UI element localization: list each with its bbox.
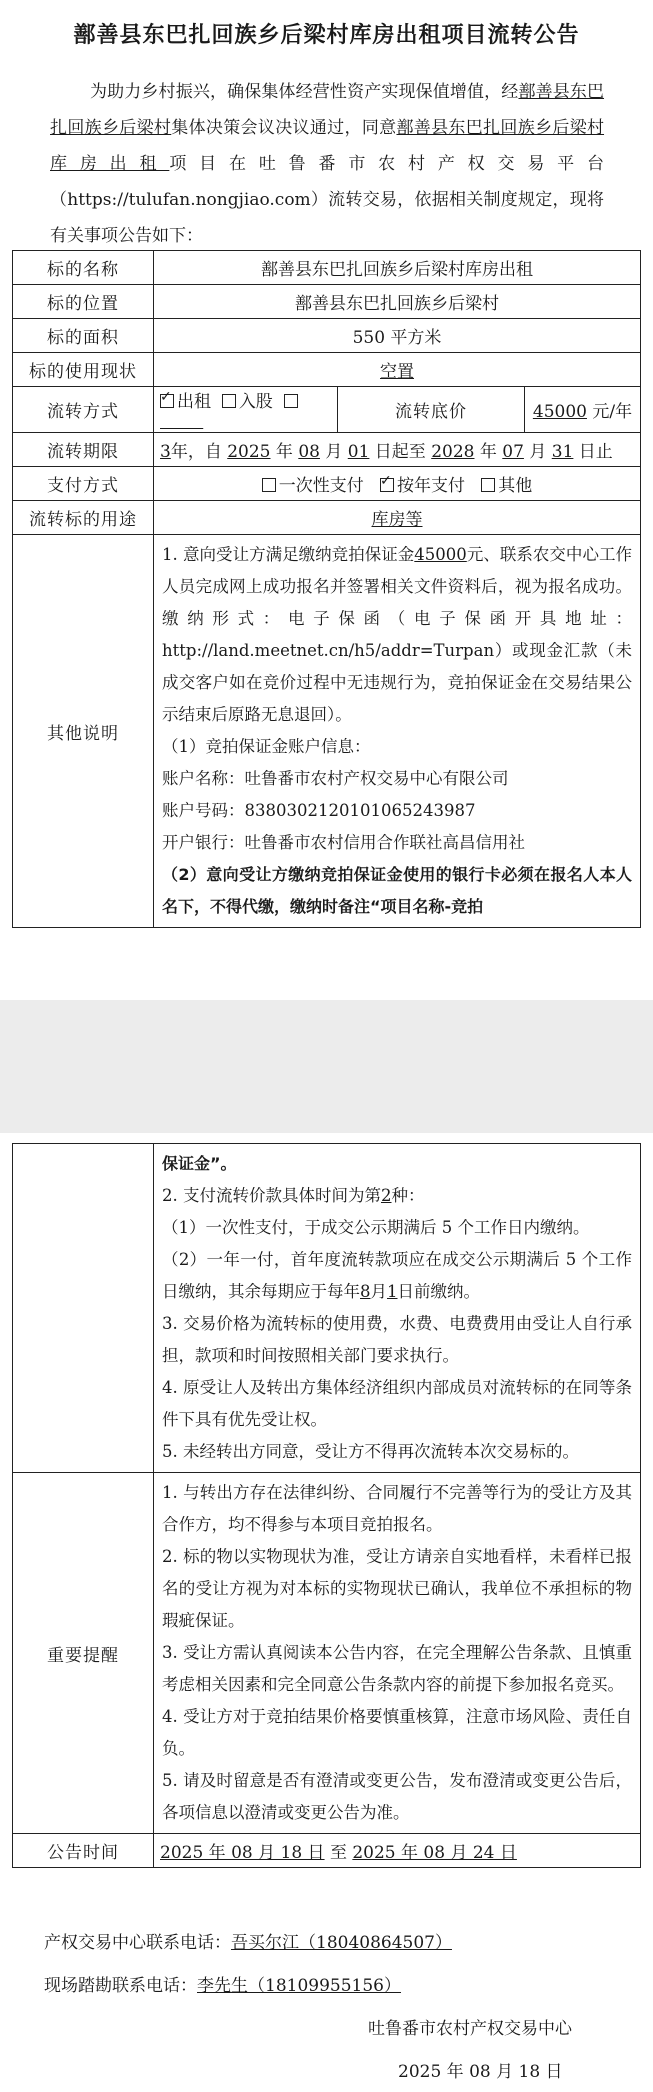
announcement-table-continued (12, 1143, 641, 1868)
row-location (13, 285, 641, 319)
pay-time-title (162, 1180, 632, 1212)
row-other-continued (13, 1144, 641, 1473)
time-to: 至 (329, 1843, 347, 1863)
pay-time-text-b: 种： (391, 1186, 425, 1205)
reserve-label: 流转底价 (338, 387, 525, 433)
account-name: 账户名称：吐鲁番市农村产权交易中心有限公司 (162, 769, 509, 788)
method-opt-rent: 出租 (177, 392, 211, 412)
deposit-warning-cont: 保证金”。 (162, 1154, 237, 1173)
reminder-3: 3. 受让方需认真阅读本公告内容，在完全理解公告条款、且慎重考虑相关因素和完全同意公告条款内容的前提下参加报名竞买。 (162, 1643, 632, 1694)
pay-option-2-text: （2）一年一付，首年度流转款项应在成交公示期满后 5 个工作日缴纳，其余每期应于每年 (162, 1250, 632, 1301)
use-value: 库房等 (154, 501, 641, 535)
period-label: 流转期限 (13, 433, 154, 467)
deposit-amount: 45000 (414, 545, 467, 564)
page-gap (0, 1000, 653, 1133)
other-notes (154, 535, 641, 928)
row-area (13, 319, 641, 353)
period-value: 3年，自 2025 年 08 月 01 日起至 2028 年 07 月 31 日止 (154, 433, 641, 467)
issue-date: 2025 年 08 月 18 日 (398, 2062, 563, 2082)
reserve-price (525, 387, 641, 433)
name-value: 鄯善县东巴扎回族乡后梁村库房出租 (154, 251, 641, 285)
account-title: （1）竞拍保证金账户信息： (162, 737, 371, 756)
method-options (154, 387, 338, 433)
end-month: 07 (502, 442, 524, 462)
center-contact-label: 产权交易中心联系电话： (44, 1933, 231, 1953)
pay-kind: 2 (381, 1186, 392, 1205)
period-years: 3 (160, 442, 171, 462)
reserve-unit: 元/年 (592, 402, 633, 422)
pay-option-1: （1）一次性支付，于成交公示期满后 5 个工作日内缴纳。 (162, 1218, 590, 1237)
checkbox-checked-icon (380, 478, 394, 492)
document-page-2 (0, 1133, 653, 2092)
pay-option-2 (162, 1244, 632, 1308)
period-text: 年，自 (170, 442, 222, 462)
time-label: 公告时间 (13, 1834, 154, 1868)
row-time (13, 1834, 641, 1868)
intro-text-3: 项目在吐鲁番市农村产权交易平台（https://tulufan.nongjiao.com）流转交易，依据相关制度规定，现将有关事项公告如下： (50, 154, 605, 246)
reminder-1: 1. 与转出方存在法律纠纷、合同履行不完善等行为的受让方及其合作方，均不得参与本项目竞拍报名。 (162, 1483, 632, 1534)
site-contact-person: 李先生（18109955156） (197, 1976, 401, 1996)
reminder-2: 2. 标的物以实物现状为准，受让方请亲自实地看样，未看样已报名的受让方视为对本标的实物现状已确认，我单位不承担标的物瑕疵保证。 (162, 1547, 632, 1630)
deposit-warning: （2）意向受让方缴纳竞拍保证金使用的银行卡必须在报名人本人名下，不得代缴，缴纳时备注“项目名称-竞拍 (162, 865, 632, 916)
intro-village-name: 鄯善县东巴扎回族乡后梁村 (50, 82, 605, 138)
checkbox-empty-icon (284, 394, 298, 408)
pay-opt-yearly: 按年支付 (397, 476, 465, 496)
intro-text-2: 集体决策会议决议通过，同意 (171, 118, 397, 138)
site-contact (44, 1971, 401, 1996)
page-title: 鄯善县东巴扎回族乡后梁村库房出租项目流转公告 (73, 23, 580, 48)
site-contact-label: 现场踏勘联系电话： (44, 1976, 197, 1996)
other-item-5: 5. 未经转出方同意，受让方不得再次流转本次交易标的。 (162, 1442, 579, 1461)
reminder-label: 重要提醒 (13, 1473, 154, 1834)
other-1-text: 1. 意向受让方满足缴纳竞拍保证金 (162, 545, 415, 564)
time-start: 2025 年 08 月 18 日 (160, 1843, 325, 1863)
pay-day: 1 (387, 1282, 398, 1301)
checkbox-empty-icon (262, 478, 276, 492)
center-contact-person: 吾买尔江（18040864507） (231, 1933, 452, 1953)
end-day: 31 (551, 442, 574, 462)
row-payment (13, 467, 641, 501)
method-opt-share: 入股 (238, 392, 273, 412)
other-label-empty (13, 1144, 154, 1473)
time-value (154, 1834, 641, 1868)
start-month: 08 (298, 442, 320, 462)
checkbox-empty-icon (222, 394, 236, 408)
location-label: 标的位置 (13, 285, 154, 319)
other-item-1 (162, 539, 632, 731)
end-year: 2028 (431, 442, 475, 462)
start-year: 2025 (227, 442, 271, 462)
pay-opt-lump: 一次性支付 (278, 476, 364, 496)
issuer-name: 吐鲁番市农村产权交易中心 (368, 2019, 572, 2039)
intro-text-1: 为助力乡村振兴，确保集体经营性资产实现保值增值，经 (90, 82, 519, 102)
pay-month: 8 (360, 1282, 371, 1301)
status-label: 标的使用现状 (13, 353, 154, 387)
reminder-notes (154, 1473, 641, 1834)
start-day: 01 (347, 442, 370, 462)
pay-opt-other: 其他 (498, 476, 533, 496)
reminder-5: 5. 请及时留意是否有澄清或变更公告，发布澄清或变更公告后，各项信息以澄清或变更公告为准。 (162, 1771, 632, 1822)
intro-project-name: 鄯善县东巴扎回族乡后梁村库房出租 (50, 118, 605, 174)
row-use (13, 501, 641, 535)
pay-time-text: 2. 支付流转价款具体时间为第 (162, 1186, 381, 1205)
other-1-text-b: 元、联系农交中心工作人员完成网上成功报名并签署相关文件资料后，视为报名成功。缴纳形式：电子保函（电子保函开具地址：http://land.meetnet.cn/h5/addr=Turpan）或现金汇款（未成交客户如在竞价过程中无违规行为，竞拍保证金在交易结果公示结束后原路无息退回）。 (162, 545, 632, 724)
row-other (13, 535, 641, 928)
payment-label: 支付方式 (13, 467, 154, 501)
checkbox-empty-icon (481, 478, 495, 492)
intro-paragraph (50, 74, 604, 254)
row-reminder (13, 1473, 641, 1834)
center-contact (44, 1928, 452, 1953)
other-label: 其他说明 (13, 535, 154, 928)
time-end: 2025 年 08 月 24 日 (352, 1843, 517, 1863)
reserve-amount: 45000 (532, 402, 587, 422)
document-page-1 (0, 0, 653, 1000)
name-label: 标的名称 (13, 251, 154, 285)
method-label: 流转方式 (13, 387, 154, 433)
checkbox-checked-icon (160, 394, 174, 408)
row-method (13, 387, 641, 433)
area-value: 550 平方米 (154, 319, 641, 353)
row-period (13, 433, 641, 467)
announcement-table (12, 250, 641, 928)
account-number: 账户号码：8380302120101065243987 (162, 801, 476, 820)
other-item-4: 4. 原受让人及转出方集体经济组织内部成员对流转标的在同等条件下具有优先受让权。 (162, 1378, 632, 1429)
pay-option-2-end: 日前缴纳。 (397, 1282, 480, 1301)
pay-month-unit: 月 (370, 1282, 387, 1301)
area-label: 标的面积 (13, 319, 154, 353)
payment-options (154, 467, 641, 501)
other-notes-continued (154, 1144, 641, 1473)
account-bank: 开户银行：吐鲁番市农村信用合作联社高昌信用社 (162, 833, 525, 852)
status-value: 空置 (154, 353, 641, 387)
row-status (13, 353, 641, 387)
reminder-4: 4. 受让方对于竞拍结果价格要慎重核算，注意市场风险、责任自负。 (162, 1707, 632, 1758)
other-item-3: 3. 交易价格为流转标的使用费，水费、电费费用由受让人自行承担，款项和时间按照相关部门要求执行。 (162, 1314, 632, 1365)
use-label: 流转标的用途 (13, 501, 154, 535)
location-value: 鄯善县东巴扎回族乡后梁村 (154, 285, 641, 319)
row-name (13, 251, 641, 285)
